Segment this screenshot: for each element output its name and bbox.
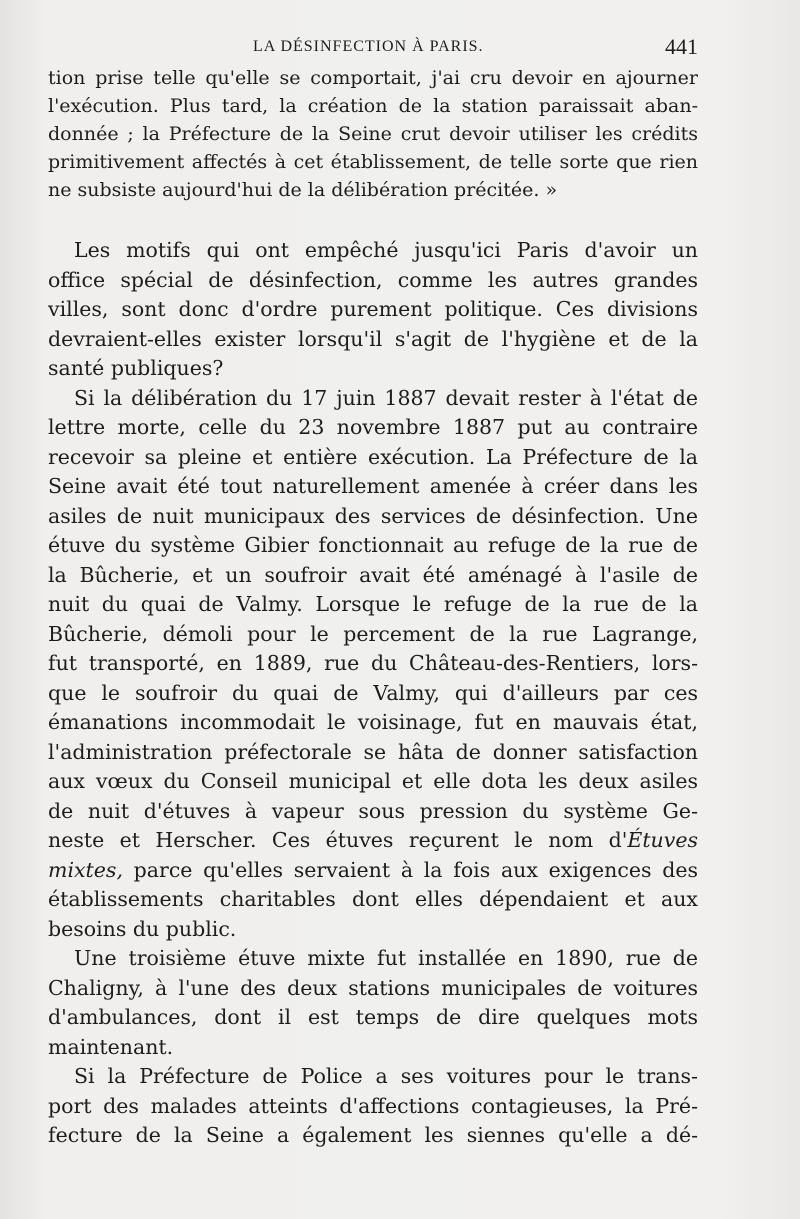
text-line: tion prise telle qu'elle se comportait, j'ai cru devoir en ajourner — [48, 67, 698, 89]
running-title: LA DÉSINFECTION À PARIS. — [253, 38, 484, 55]
text-line: nuit du quai de Valmy. Lorsque le refuge de la rue de la — [48, 592, 698, 616]
text-line: établissements charitables dont elles dépendaient et aux — [48, 887, 698, 911]
text-line: maintenant. — [48, 1034, 174, 1059]
quoted-paragraph-end — [48, 64, 698, 204]
italic-term: mixtes, — [48, 857, 123, 882]
text-line: Si la délibération du 17 juin 1887 devait rester à l'état de — [74, 385, 698, 410]
page-header — [48, 34, 698, 64]
text-line — [48, 826, 698, 856]
text-line: étuve du système Gibier fonctionnait au refuge de la rue de — [48, 533, 698, 557]
italic-term: Étuves — [627, 828, 698, 852]
text-line: santé publiques? — [48, 356, 224, 380]
text-line: port des malades atteints d'affections contagieuses, la Pré- — [48, 1093, 698, 1118]
text-line: fecture de la Seine a également les siennes qu'elle a dé- — [48, 1123, 698, 1147]
text-line: donnée ; la Préfecture de la Seine crut devoir utiliser les crédits — [48, 123, 698, 145]
text-line: que le soufroir du quai de Valmy, qui d'ailleurs par ces — [48, 680, 698, 705]
text-line: fut transporté, en 1889, rue du Château-des-Rentiers, lors- — [48, 651, 698, 675]
text-line: office spécial de désinfection, comme les autres grandes — [48, 267, 698, 292]
text-line: de nuit d'étuves à vapeur sous pression du système Ge- — [48, 798, 698, 823]
page-number: 441 — [665, 34, 698, 59]
text-line: Les motifs qui ont empêché jusqu'ici Paris d'avoir un — [74, 238, 698, 262]
paragraph-motifs — [48, 236, 698, 384]
page-body — [48, 64, 698, 1151]
paragraph-prefecture-police — [48, 1062, 698, 1151]
paragraph-troisieme-etuve — [48, 944, 698, 1062]
text-line: asiles de nuit municipaux des services de désinfection. Une — [48, 503, 698, 528]
text-line: Une troisième étuve mixte fut installée en 1890, rue de — [74, 946, 698, 970]
text-line: d'ambulances, dont il est temps de dire quelques mots — [48, 1005, 698, 1029]
text-line: recevoir sa pleine et entière exécution. La Préfecture de la — [48, 444, 698, 469]
paragraph-deliberation — [48, 384, 698, 945]
text-line — [48, 856, 698, 886]
text-line: aux vœux du Conseil municipal et elle dota les deux asiles — [48, 769, 698, 793]
text-line: ne subsiste aujourd'hui de la délibération précitée. » — [48, 179, 558, 201]
text-span: neste et Herscher. Ces étuves reçurent le nom d' — [48, 828, 628, 852]
text-line: l'exécution. Plus tard, la création de la station paraissait aban- — [48, 95, 698, 117]
text-line: la Bûcherie, et un soufroir avait été aménagé à l'asile de — [48, 562, 698, 587]
text-line: Si la Préfecture de Police a ses voitures pour le trans- — [74, 1064, 698, 1088]
text-line: Chaligny, à l'une des deux stations municipales de voitures — [48, 975, 698, 1000]
text-line: devraient-elles exister lorsqu'il s'agit de l'hygiène et de la — [48, 326, 698, 351]
text-line: besoins du public. — [48, 916, 237, 941]
text-span: parce qu'elles servaient à la fois aux exigences des — [122, 857, 698, 882]
text-line: l'administration préfectorale se hâta de donner satisfaction — [48, 739, 698, 764]
text-line: émanations incommodait le voisinage, fut en mauvais état, — [48, 710, 698, 734]
text-line: Bûcherie, démoli pour le percement de la rue Lagrange, — [48, 621, 698, 646]
text-line: primitivement affectés à cet établissement, de telle sorte que rien — [48, 151, 698, 173]
text-line: villes, sont donc d'ordre purement politique. Ces divisions — [48, 297, 698, 321]
text-line: lettre morte, celle du 23 novembre 1887 put au contraire — [48, 415, 698, 439]
text-line: Seine avait été tout naturellement amenée à créer dans les — [48, 474, 698, 498]
